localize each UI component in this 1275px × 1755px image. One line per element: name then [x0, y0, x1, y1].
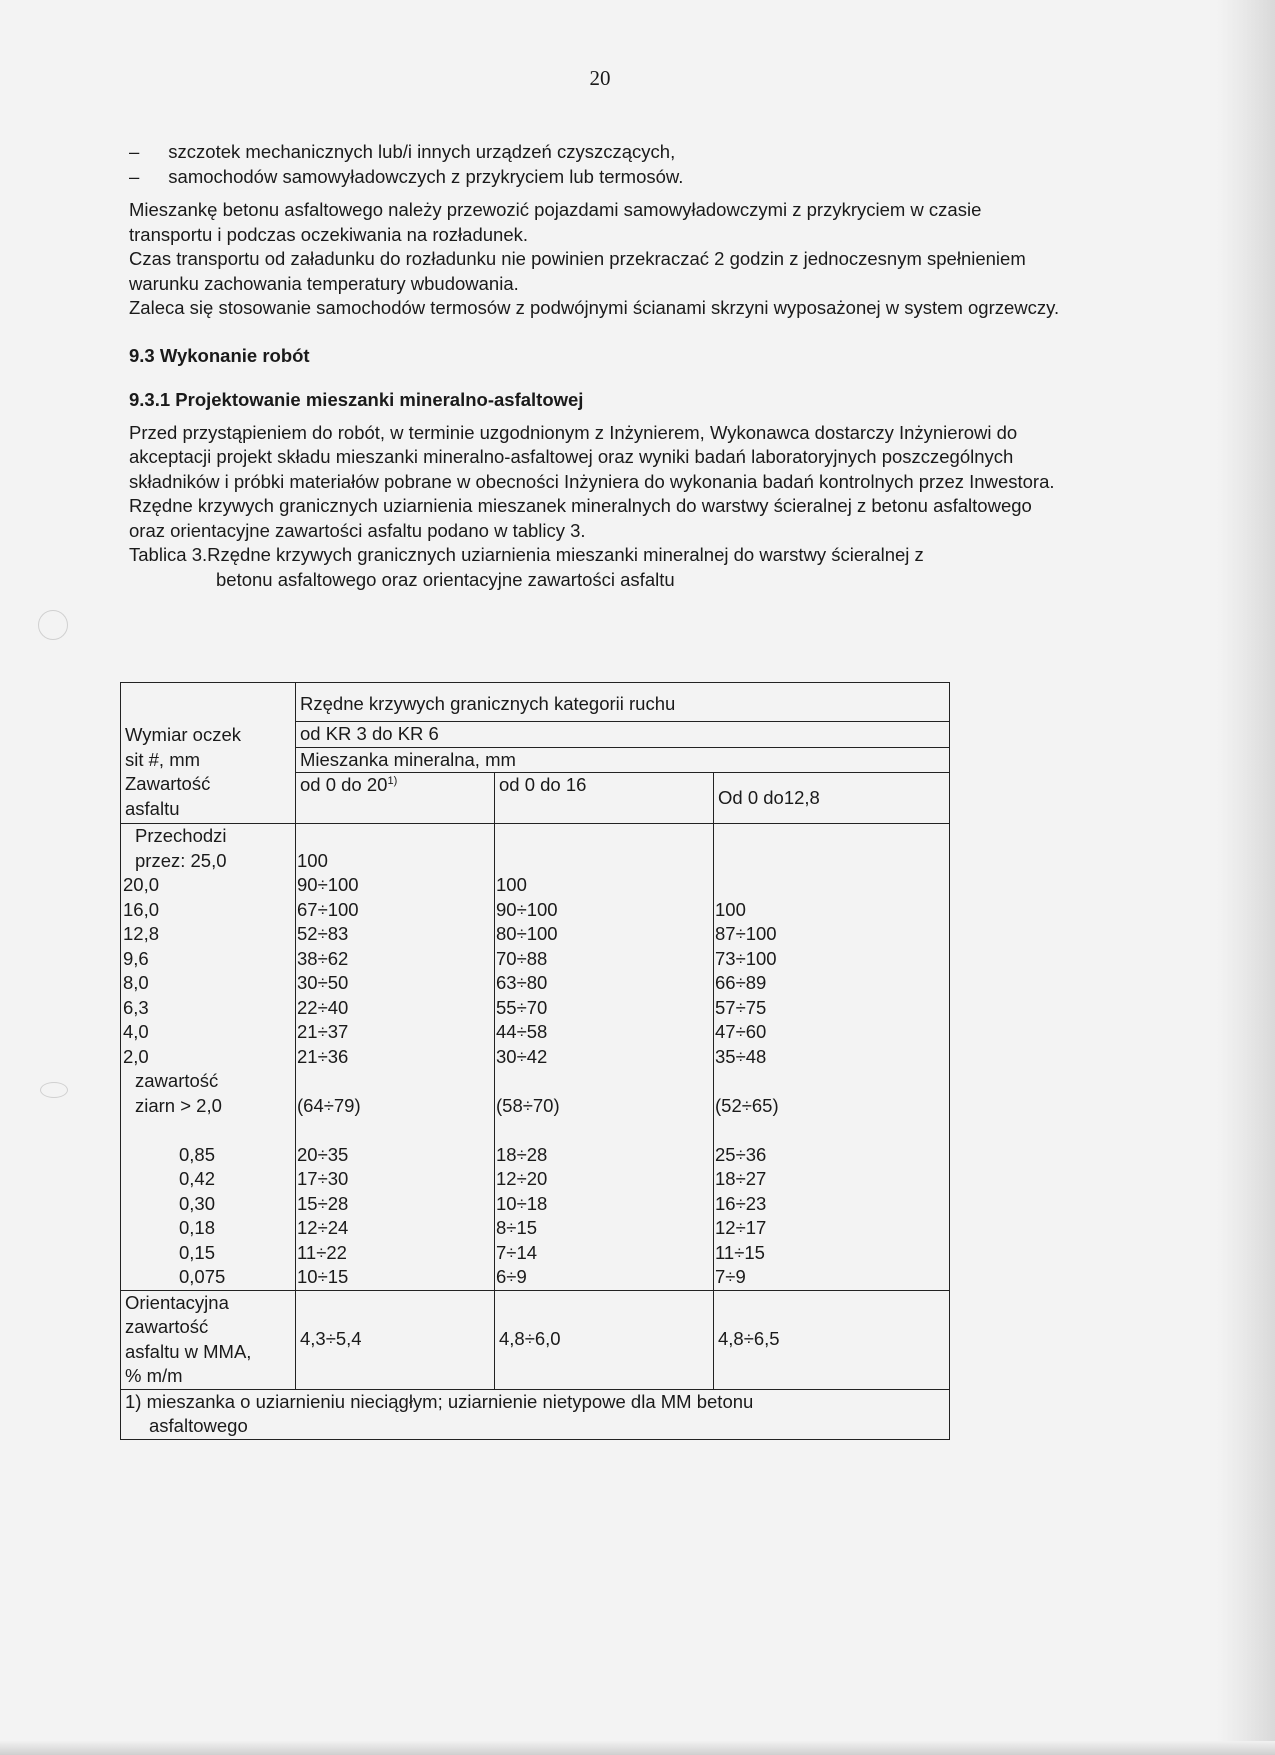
range-value: 17÷30	[297, 1168, 349, 1189]
grain-content-value: (52÷65)	[715, 1094, 779, 1116]
sieve-size: 0,18	[179, 1217, 216, 1238]
document-body	[129, 140, 1079, 592]
range-value: 47÷60	[715, 1021, 767, 1042]
range-value: 73÷100	[715, 947, 777, 969]
binder-value: 4,8÷6,5	[714, 1290, 950, 1389]
range-value: 87÷100	[715, 923, 777, 944]
range-value: 21÷37	[297, 1021, 349, 1042]
sieve-sizes-cell: Przechodzi przez: 25,0 20,0 16,0 12,8 9,6 8,0 6,3 4,0 2,0 zawartość ziarn > 2,0 0,85 0,42 0,30 0,18 0,15 0,075	[121, 824, 296, 1291]
range-value: 55÷70	[496, 996, 548, 1018]
range-value: 30÷42	[496, 1045, 548, 1067]
range-value: 66÷89	[715, 972, 767, 993]
sieve-size: 16,0	[123, 898, 160, 920]
table-footnote: 1) mieszanka o uziarnieniu nieciągłym; uziarnienie nietypowe dla MM betonu asfaltowego	[121, 1389, 950, 1439]
sieve-size: 9,6	[123, 947, 149, 969]
paragraph: Rzędne krzywych granicznych uziarnienia mieszanek mineralnych do warstwy ścieralnej z betonu asfaltowego oraz orientacyjne zawartości asfaltu podano w tablicy 3.	[129, 495, 1032, 541]
sieve-size: 20,0	[123, 874, 160, 895]
sieve-size: 0,42	[179, 1168, 216, 1189]
sieve-size: 4,0	[123, 1021, 149, 1042]
column-header-0-20: od 0 do 20$^{1)}$	[296, 773, 495, 824]
range-value: 52÷83	[297, 923, 349, 944]
range-value: 22÷40	[297, 996, 349, 1018]
range-value: 11÷15	[715, 1241, 765, 1263]
section-heading: 9.3 Wykonanie robót	[129, 344, 310, 366]
values-0-20-cell	[296, 824, 495, 1291]
grain-content-value: (64÷79)	[297, 1094, 361, 1116]
range-value: 25÷36	[715, 1143, 767, 1165]
bullet-item: – szczotek mechanicznych lub/i innych urządzeń czyszczących,	[129, 141, 676, 162]
range-value: 15÷28	[297, 1192, 349, 1214]
grading-table	[120, 682, 950, 1440]
scan-speck	[40, 1082, 68, 1098]
header-mix: Mieszanka mineralna, mm	[296, 747, 950, 773]
range-value: 57÷75	[715, 996, 767, 1018]
sieve-size: 0,30	[179, 1192, 216, 1214]
range-value: 20÷35	[297, 1143, 349, 1165]
range-value: 6÷9	[496, 1266, 527, 1287]
range-value: 18÷28	[496, 1143, 548, 1165]
subsection-heading: 9.3.1 Projektowanie mieszanki mineralno-asfaltowej	[129, 388, 584, 410]
values-0-12-8-cell	[714, 824, 950, 1291]
range-value: 67÷100	[297, 898, 359, 920]
column-header-0-12-8: Od 0 do12,8	[714, 773, 950, 824]
grain-content-value: (58÷70)	[496, 1094, 560, 1116]
range-value: 8÷15	[496, 1217, 538, 1238]
binder-value: 4,3÷5,4	[296, 1290, 495, 1389]
range-value: 11÷22	[297, 1241, 347, 1263]
range-value: 38÷62	[297, 947, 349, 969]
scan-shadow-edge	[1217, 0, 1275, 1755]
bullet-marker: –	[129, 141, 140, 162]
sieve-size: 0,85	[179, 1143, 216, 1165]
row-header-cell: Wymiar oczek sit #, mm Zawartość asfaltu	[121, 683, 296, 824]
bullet-list	[129, 140, 1079, 189]
bullet-item: – samochodów samowyładowczych z przykryciem lub termosów.	[129, 165, 684, 187]
bullet-marker: –	[129, 165, 140, 187]
range-value: 10÷18	[496, 1192, 548, 1214]
range-value: 30÷50	[297, 972, 349, 993]
range-value: 35÷48	[715, 1045, 767, 1067]
range-value: 18÷27	[715, 1168, 767, 1189]
paragraph: Czas transportu od załadunku do rozładunku nie powinien przekraczać 2 godzin z jednoczesnym spełnieniem warunku zachowania temperatury wbudowania.	[129, 248, 1026, 294]
range-value: 90÷100	[297, 874, 359, 895]
range-value: 100	[297, 849, 328, 871]
paragraph: Zaleca się stosowanie samochodów termosów z podwójnymi ścianami skrzyni wyposażonej w system ogrzewczy.	[129, 297, 1060, 318]
sieve-size: 0,15	[179, 1241, 216, 1263]
header-traffic: od KR 3 do KR 6	[296, 722, 950, 748]
header-main: Rzędne krzywych granicznych kategorii ruchu	[296, 683, 950, 722]
sieve-size: 2,0	[123, 1045, 149, 1067]
range-value: 70÷88	[496, 947, 548, 969]
scan-speck	[38, 610, 68, 640]
page-number: 20	[589, 66, 611, 90]
binder-label-cell: Orientacyjna zawartość asfaltu w MMA, % m/m	[121, 1290, 296, 1389]
sieve-size: 8,0	[123, 972, 149, 993]
range-value: 80÷100	[496, 923, 558, 944]
range-value: 12÷24	[297, 1217, 349, 1238]
range-value: 100	[715, 898, 746, 920]
range-value: 10÷15	[297, 1266, 349, 1287]
range-value: 7÷9	[715, 1266, 746, 1287]
range-value: 12÷20	[496, 1168, 548, 1189]
range-value: 90÷100	[496, 898, 558, 920]
scan-shadow-bottom	[0, 1741, 1275, 1755]
values-0-16-cell	[495, 824, 714, 1291]
sieve-size: 6,3	[123, 996, 149, 1018]
range-value: 16÷23	[715, 1192, 767, 1214]
range-value: 44÷58	[496, 1021, 548, 1042]
binder-value: 4,8÷6,0	[495, 1290, 714, 1389]
range-value: 21÷36	[297, 1045, 349, 1067]
table-caption: Tablica 3.Rzędne krzywych granicznych uziarnienia mieszanki mineralnej do warstwy ścieralnej z betonu asfaltowego oraz orientacyjne zawartości asfaltu	[129, 544, 924, 590]
sieve-size: 0,075	[179, 1266, 226, 1287]
column-header-0-16: od 0 do 16	[495, 773, 714, 824]
range-value: 100	[496, 874, 527, 895]
paragraph: Mieszankę betonu asfaltowego należy przewozić pojazdami samowyładowczymi z przykryciem w czasie transportu i podczas oczekiwania na rozładunek.	[129, 199, 982, 245]
range-value: 7÷14	[496, 1241, 538, 1263]
range-value: 12÷17	[715, 1217, 767, 1238]
range-value: 63÷80	[496, 972, 548, 993]
sieve-size: 12,8	[123, 923, 160, 944]
paragraph: Przed przystąpieniem do robót, w terminie uzgodnionym z Inżynierem, Wykonawca dostarczy Inżynierowi do akceptacji projekt składu mieszanki mineralno-asfaltowej oraz wyniki badań laboratoryjnych poszczególnych składników i próbki materiałów pobrane w obecności Inżyniera do wykonania badań kontrolnych przez Inwestora.	[129, 421, 1055, 492]
